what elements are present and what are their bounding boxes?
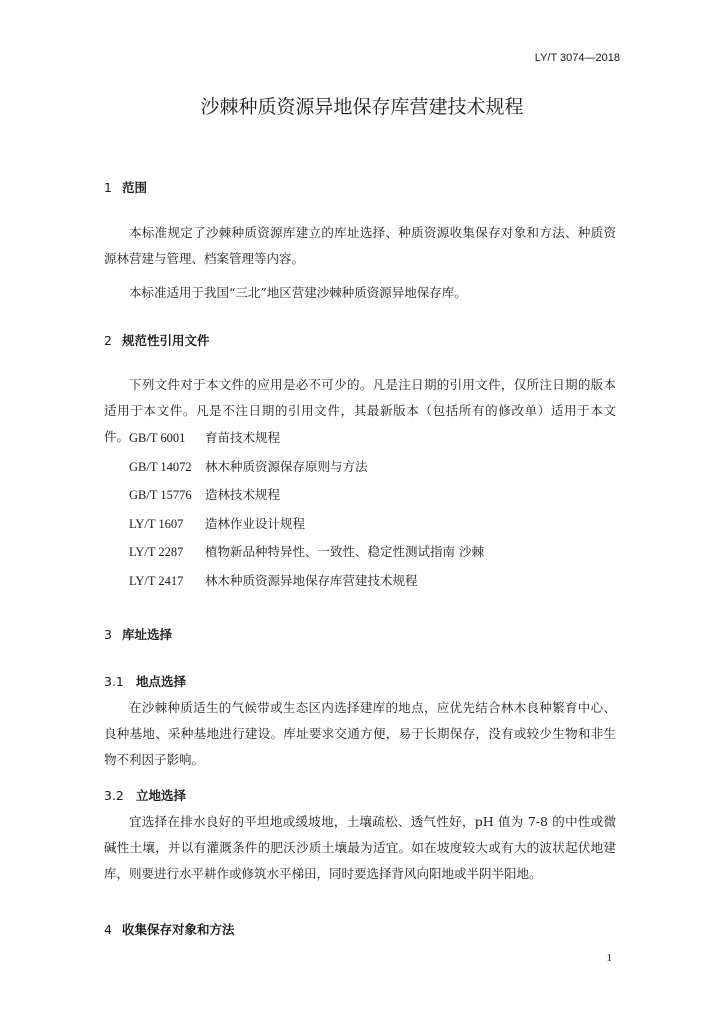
document-title: 沙棘种质资源异地保存库营建技术规程 (200, 96, 524, 118)
reference-code: GB/T 6001 (129, 431, 186, 445)
page-number: 1 (606, 952, 612, 964)
normative-references-list (129, 428, 484, 600)
reference-title: 林木种质资源保存原则与方法 (205, 458, 368, 474)
reference-item (129, 542, 484, 571)
reference-code: LY/T 1607 (129, 516, 184, 531)
section-3-2-paragraph: 宜选择在排水良好的平坦地或缓坡地，土壤疏松、透气性好，pH 值为 7-8 的中性或微碱性土壤，并以有灌溉条件的肥沃沙质土壤最为适宜。如在坡度较大或有大的波状起伏地建库，则要进行水平耕作或修筑水平梯田，同时要选择背风向阳地或半阴半阳地。 (104, 814, 616, 881)
section-title: 库址选择 (122, 627, 173, 642)
section-number: 3.2 (104, 788, 124, 803)
section-3-heading (104, 625, 172, 643)
reference-code: LY/T 2417 (129, 573, 184, 588)
section-title: 立地选择 (136, 788, 187, 803)
section-3-1-heading (104, 672, 186, 690)
section-number: 4 (104, 922, 112, 937)
section-1-paragraph-1: 本标准规定了沙棘种质资源库建立的库址选择、种质资源收集保存对象和方法、种质资源林营建与管理、档案管理等内容。 (104, 225, 616, 266)
section-1-heading (104, 178, 147, 196)
section-4-heading (104, 920, 235, 938)
section-1-paragraph-2: 本标准适用于我国“三北”地区营建沙棘种质资源异地保存库。 (129, 285, 467, 300)
reference-item (129, 428, 484, 457)
section-number: 1 (104, 180, 112, 195)
section-3-1-paragraph: 在沙棘种质适生的气候带或生态区内选择建库的地点，应优先结合林木良种繁育中心、良种基地、采种基地进行建设。库址要求交通方便，易于长期保存，没有或较少生物和非生物不利因子影响。 (104, 700, 616, 767)
section-2-heading (104, 331, 210, 349)
reference-code: LY/T 2287 (129, 545, 184, 560)
reference-item (129, 485, 484, 514)
reference-item (129, 457, 484, 486)
reference-code: GB/T 15776 (129, 488, 192, 503)
reference-title: 造林作业设计规程 (205, 515, 306, 531)
reference-title: 造林技术规程 (205, 487, 281, 503)
section-number: 3.1 (104, 674, 124, 689)
reference-item (129, 571, 484, 600)
reference-code: GB/T 14072 (129, 459, 192, 474)
reference-title: 育苗技术规程 (205, 430, 281, 445)
reference-title: 林木种质资源异地保存库营建技术规程 (205, 572, 418, 588)
section-number: 3 (104, 627, 112, 642)
section-title: 收集保存对象和方法 (122, 922, 235, 937)
section-3-2-heading (104, 786, 186, 804)
section-title: 范围 (122, 180, 148, 195)
section-2-intro: 下列文件对于本文件的应用是必不可少的。凡是注日期的引用文件，仅所注日期的版本适用于本文件。凡是不注日期的引用文件，其最新版本（包括所有的修改单）适用于本文件。 (104, 377, 616, 444)
reference-title: 植物新品种特异性、一致性、稳定性测试指南 沙棘 (205, 544, 484, 560)
standard-code: LY/T 3074—2018 (534, 52, 620, 64)
section-number: 2 (104, 333, 112, 348)
section-title: 规范性引用文件 (122, 333, 210, 348)
section-title: 地点选择 (136, 674, 187, 689)
reference-item (129, 514, 484, 543)
